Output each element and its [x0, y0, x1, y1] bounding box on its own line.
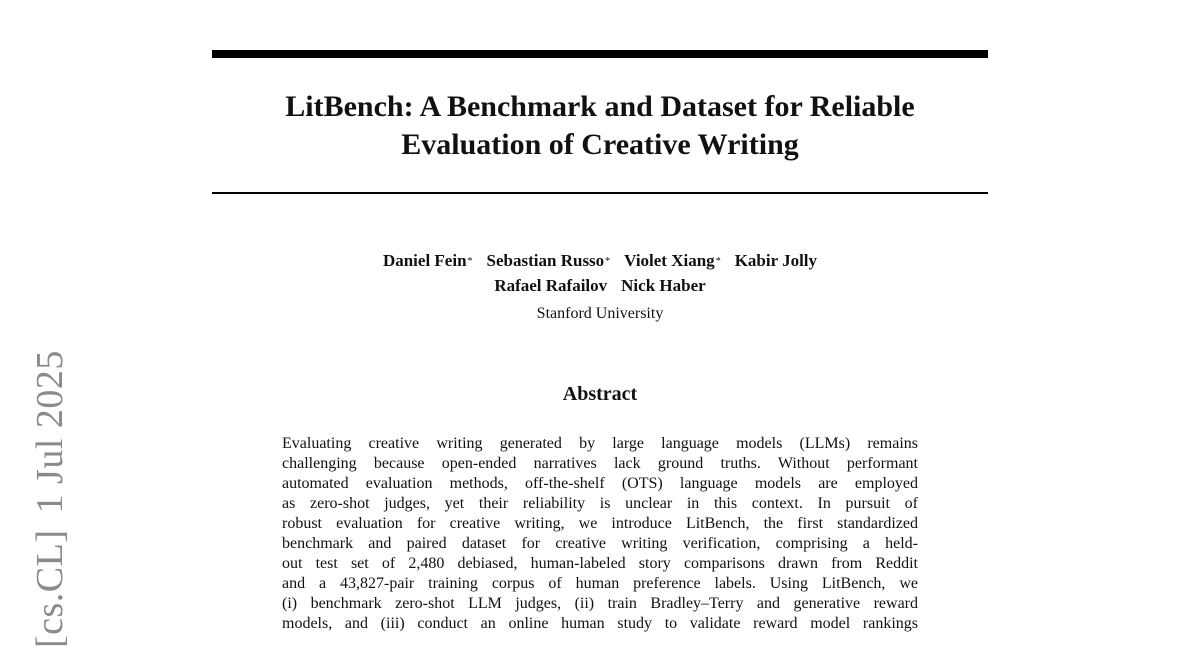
- abstract-line: and a 43,827-pair training corpus of human preference labels. Using LitBench, we: [282, 575, 918, 592]
- author: Daniel Fein*: [382, 251, 473, 270]
- author: Nick Haber: [621, 276, 706, 295]
- arxiv-date: 1 Jul 2025: [29, 350, 71, 514]
- title-line: Evaluation of Creative Writing: [401, 128, 799, 161]
- affiliation: Stanford University: [536, 305, 664, 322]
- author-block: [212, 248, 988, 325]
- author-row: [212, 273, 988, 298]
- abstract-body: [282, 434, 918, 634]
- abstract-line: Evaluating creative writing generated by large language models (LLMs) remains: [282, 435, 918, 452]
- title-rule-top: [212, 50, 988, 58]
- title-line: LitBench: A Benchmark and Dataset for Reliable: [285, 90, 915, 123]
- paper-title: [212, 88, 988, 164]
- abstract-line: automated evaluation methods, off-the-shelf (OTS) language models are employed: [282, 475, 918, 492]
- abstract-line: challenging because open-ended narratives lack ground truths. Without performant: [282, 455, 918, 472]
- author: Kabir Jolly: [734, 251, 818, 270]
- abstract-line: (i) benchmark zero-shot LLM judges, (ii) train Bradley–Terry and generative reward: [282, 595, 918, 612]
- abstract-line: out test set of 2,480 debiased, human-labeled story comparisons drawn from Reddit: [282, 555, 918, 572]
- abstract-line: models, and (iii) conduct an online human study to validate reward model rankings: [282, 615, 918, 632]
- author: Rafael Rafailov: [494, 276, 608, 295]
- arxiv-category: [cs.CL]: [29, 529, 71, 648]
- arxiv-side-stamp: [30, 348, 70, 648]
- abstract-line: benchmark and paired dataset for creative writing verification, comprising a held-: [282, 535, 918, 552]
- abstract-heading: Abstract: [562, 383, 638, 405]
- abstract-line: robust evaluation for creative writing, we introduce LitBench, the first standardized: [282, 515, 918, 532]
- author: Sebastian Russo*: [486, 251, 611, 270]
- title-rule-bottom: [212, 192, 988, 194]
- abstract-line: as zero-shot judges, yet their reliability is unclear in this context. In pursuit of: [282, 495, 918, 512]
- author-row: [212, 248, 988, 273]
- author: Violet Xiang*: [624, 251, 721, 270]
